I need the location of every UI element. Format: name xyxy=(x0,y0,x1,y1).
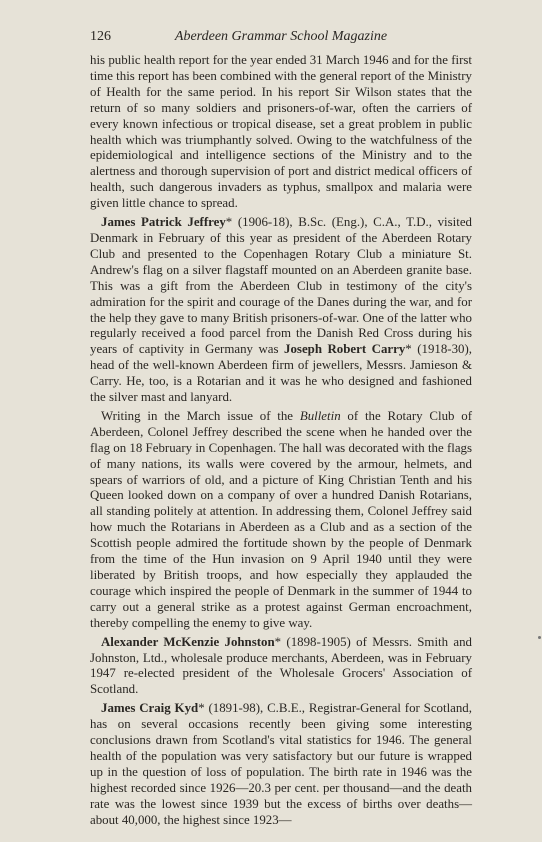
paragraph-text: * (1906-18), B.Sc. (Eng.), C.A., T.D., visited Denmark in February of this year as president of the Aberdeen Rotary Club and presented to the Copenhagen Rotary Club a miniature St. Andrew's flag on a silver flagstaff mounted on an Aberdeen granite base. This was a gift from the Aberdeen Club in testimony of the city's admiration for the spirit and courage of the Danes during the war, and for the help they gave to many British prisoners-of-war. One of the latter who regularly received a food parcel from the Danish Red Cross during his years of captivity in Germany was xyxy=(90,215,472,357)
paragraph-text: of the Rotary Club of Aberdeen, Colonel Jeffrey described the scene when he handed over the flag on 18 February in Copenhagen. The hall was decorated with the flags of many nations, its walls were covered by the armour, helmets, and spears of warriors of old, and a picture of King Christian Tenth and his Queen looked down on a company of over a hundred Danish Rotarians, all standing politely at attention. In addressing them, Colonel Jeffrey said how much the Rotarians in Aberdeen as a Club and as a section of the Scottish people admired the fortitude shown by the people of Denmark from the time of the Hun invasion on 9 April 1940 until they were liberated by British troops, and how especially they applauded the courage which inspired the people of Denmark in the summer of 1944 to carry out a general strike as a protest against German encroachment, thereby compelling the enemy to give way. xyxy=(90,408,472,630)
person-name: Alexander McKenzie Johnston xyxy=(101,634,275,649)
paper-blemish xyxy=(538,636,541,639)
person-name: Joseph Robert Carry xyxy=(284,342,406,357)
paragraph-bulletin xyxy=(90,409,472,632)
running-title: Aberdeen Grammar School Magazine xyxy=(174,29,388,44)
publication-title: Bulletin xyxy=(299,408,341,423)
paragraph-text: Writing in the March issue of the xyxy=(101,408,300,423)
person-name: James Craig Kyd xyxy=(101,701,199,716)
article-body xyxy=(90,53,472,832)
paragraph-johnston xyxy=(90,635,472,699)
paragraph-text: * (1891-98), C.B.E., Registrar-General for Scotland, has on several occasions recently been giving some interesting conclusions drawn from Scotland's vital statistics for 1946. The general health of the population was very satisfactory but our future is wrapped up in the question of loss of population. The birth rate in 1946 was the highest recorded since 1926—20.3 per cent. per thousand—and the death rate was the lowest since 1939 but the excess of births over deaths—about 40,000, the highest since 1923— xyxy=(90,701,472,827)
paragraph-health-report xyxy=(90,53,472,212)
paragraph-text: * (1918-30), head of the well-known Aberdeen firm of jewellers, Messrs. Jamieson & Carry. He, too, is a Rotarian and it was he who designed and fashioned the silver mast and lanyard. xyxy=(90,342,472,405)
person-name: James Patrick Jeffrey xyxy=(101,215,226,230)
paragraph-text: * (1898-1905) of Messrs. Smith and Johnston, Ltd., wholesale produce merchants, Aberdeen, was in February 1947 re-elected president of the Wholesale Grocers' Association of Scotland. xyxy=(90,634,472,697)
page-number: 126 xyxy=(90,29,111,44)
paragraph-jeffrey xyxy=(90,215,472,406)
paragraph-text: his public health report for the year ended 31 March 1946 and for the first time this report has been combined with the general report of the Ministry of Health for the same period. In his report Sir Wilson states that the return of so many soldiers and prisoners-of-war, often the carriers of every known infectious or tropical disease, set a great problem in public health which was triumphantly solved. Owing to the watchfulness of the epidemiological and intelligence sections of the Ministry and to the alertness and thorough supervision of port and district medical officers of health, such dangerous invaders as typhus, smallpox and malaria were given little chance to spread. xyxy=(90,53,472,211)
page-header xyxy=(90,29,472,49)
paragraph-kyd xyxy=(90,701,472,828)
